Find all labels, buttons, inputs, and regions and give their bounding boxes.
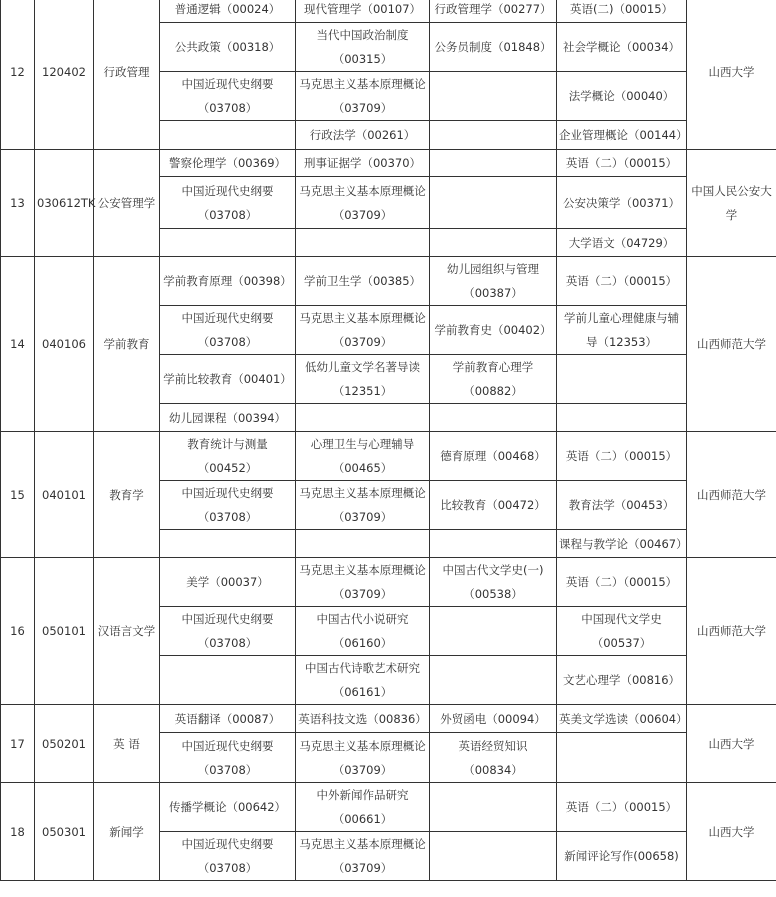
course-cell: 英语（二）（00015）: [557, 783, 687, 832]
course-cell: 学前比较教育（00401）: [160, 355, 296, 404]
major-code: 040101: [35, 432, 94, 558]
course-cell: 中国近现代史纲要（03708）: [160, 481, 296, 530]
major-code: 050201: [35, 705, 94, 783]
school-name: 山西大学: [687, 0, 776, 150]
course-cell: [430, 530, 557, 558]
table-row: [1, 432, 776, 481]
course-cell: [430, 783, 557, 832]
table-row: [1, 558, 776, 607]
major-name: 汉语言文学: [94, 558, 160, 705]
course-cell: 英语科技文选（00836）: [296, 705, 430, 733]
course-cell: 美学（00037）: [160, 558, 296, 607]
course-cell: 文艺心理学（00816）: [557, 656, 687, 705]
course-cell: 低幼儿童文学名著导读（12351）: [296, 355, 430, 404]
course-cell: 德育原理（00468）: [430, 432, 557, 481]
major-code: 050101: [35, 558, 94, 705]
course-cell: 马克思主义基本原理概论（03709）: [296, 72, 430, 121]
course-cell: 英语（二）（00015）: [557, 432, 687, 481]
major-code: 050301: [35, 783, 94, 881]
course-cell: [557, 733, 687, 783]
course-cell: 英语（二）（00015）: [557, 150, 687, 177]
course-cell: 行政法学（00261）: [296, 121, 430, 150]
course-cell: [557, 404, 687, 432]
course-cell: [430, 832, 557, 881]
course-cell: 中国古代文学史(一)（00538）: [430, 558, 557, 607]
course-cell: [430, 150, 557, 177]
course-cell: 中国现代文学史（00537）: [557, 607, 687, 656]
course-cell: 当代中国政治制度（00315）: [296, 23, 430, 72]
course-cell: [430, 177, 557, 229]
course-cell: [296, 229, 430, 257]
course-cell: 学前教育史（00402）: [430, 306, 557, 355]
course-cell: 中国近现代史纲要（03708）: [160, 177, 296, 229]
course-cell: 行政管理学（00277）: [430, 0, 557, 23]
course-cell: 刑事证据学（00370）: [296, 150, 430, 177]
course-cell: 学前教育原理（00398）: [160, 257, 296, 306]
course-cell: 公共政策（00318）: [160, 23, 296, 72]
course-cell: [557, 355, 687, 404]
course-cell: [430, 404, 557, 432]
course-cell: 马克思主义基本原理概论（03709）: [296, 481, 430, 530]
course-cell: [430, 72, 557, 121]
course-cell: 大学语文（04729）: [557, 229, 687, 257]
course-cell: 中国古代诗歌艺术研究（06161）: [296, 656, 430, 705]
row-number: 14: [1, 257, 35, 432]
course-cell: 马克思主义基本原理概论（03709）: [296, 177, 430, 229]
school-name: 山西大学: [687, 783, 776, 881]
course-cell: 教育统计与测量（00452）: [160, 432, 296, 481]
course-cell: [160, 229, 296, 257]
table-row: [1, 257, 776, 306]
course-cell: 中国近现代史纲要（03708）: [160, 733, 296, 783]
major-name: 公安管理学: [94, 150, 160, 257]
school-name: 山西师范大学: [687, 558, 776, 705]
course-cell: 英语翻译（00087）: [160, 705, 296, 733]
course-cell: [430, 229, 557, 257]
course-cell: 英语(二)（00015）: [557, 0, 687, 23]
course-cell: [160, 656, 296, 705]
major-name: 学前教育: [94, 257, 160, 432]
course-cell: 英语经贸知识（00834）: [430, 733, 557, 783]
course-cell: 马克思主义基本原理概论（03709）: [296, 832, 430, 881]
row-number: 18: [1, 783, 35, 881]
course-cell: 比较教育（00472）: [430, 481, 557, 530]
school-name: 山西大学: [687, 705, 776, 783]
major-name: 行政管理: [94, 0, 160, 150]
table-body: [1, 0, 776, 881]
course-cell: 幼儿园课程（00394）: [160, 404, 296, 432]
course-cell: [296, 404, 430, 432]
table-row: [1, 150, 776, 177]
table-row: [1, 783, 776, 832]
course-cell: 教育法学（00453）: [557, 481, 687, 530]
course-cell: 学前教育心理学（00882）: [430, 355, 557, 404]
course-cell: 公务员制度（01848）: [430, 23, 557, 72]
course-cell: 英语（二）（00015）: [557, 257, 687, 306]
course-cell: [430, 607, 557, 656]
course-cell: 中国近现代史纲要（03708）: [160, 607, 296, 656]
major-name: 教育学: [94, 432, 160, 558]
course-cell: 中国近现代史纲要（03708）: [160, 832, 296, 881]
course-cell: 中国古代小说研究（06160）: [296, 607, 430, 656]
course-cell: 中国近现代史纲要（03708）: [160, 306, 296, 355]
course-cell: 普通逻辑（00024）: [160, 0, 296, 23]
row-number: 16: [1, 558, 35, 705]
row-number: 17: [1, 705, 35, 783]
course-cell: 英美文学选读（00604）: [557, 705, 687, 733]
course-cell: 企业管理概论（00144）: [557, 121, 687, 150]
course-cell: 传播学概论（00642）: [160, 783, 296, 832]
school-name: 山西师范大学: [687, 432, 776, 558]
row-number: 13: [1, 150, 35, 257]
course-cell: 课程与教学论（00467）: [557, 530, 687, 558]
row-number: 15: [1, 432, 35, 558]
major-name: 新闻学: [94, 783, 160, 881]
course-cell: 马克思主义基本原理概论（03709）: [296, 558, 430, 607]
major-name: 英 语: [94, 705, 160, 783]
course-cell: 英语（二）（00015）: [557, 558, 687, 607]
major-code: 040106: [35, 257, 94, 432]
course-cell: [160, 121, 296, 150]
course-cell: 警察伦理学（00369）: [160, 150, 296, 177]
course-cell: 中国近现代史纲要（03708）: [160, 72, 296, 121]
major-code: 030612TK: [35, 150, 94, 257]
school-name: 山西师范大学: [687, 257, 776, 432]
major-code: 120402: [35, 0, 94, 150]
course-cell: 中外新闻作品研究（00661）: [296, 783, 430, 832]
course-cell: 马克思主义基本原理概论（03709）: [296, 306, 430, 355]
table-row: [1, 705, 776, 733]
course-cell: [160, 530, 296, 558]
school-name: 中国人民公安大学: [687, 150, 776, 257]
table-row: [1, 0, 776, 23]
course-cell: 幼儿园组织与管理（00387）: [430, 257, 557, 306]
course-cell: 公安决策学（00371）: [557, 177, 687, 229]
course-cell: 学前卫生学（00385）: [296, 257, 430, 306]
course-cell: 外贸函电（00094）: [430, 705, 557, 733]
course-cell: 法学概论（00040）: [557, 72, 687, 121]
course-cell: 心理卫生与心理辅导（00465）: [296, 432, 430, 481]
course-cell: 社会学概论（00034）: [557, 23, 687, 72]
course-cell: 学前儿童心理健康与辅导（12353）: [557, 306, 687, 355]
course-cell: 马克思主义基本原理概论（03709）: [296, 733, 430, 783]
course-cell: 现代管理学（00107）: [296, 0, 430, 23]
course-cell: 新闻评论写作(00658): [557, 832, 687, 881]
course-cell: [296, 530, 430, 558]
course-cell: [430, 121, 557, 150]
course-cell: [430, 656, 557, 705]
row-number: 12: [1, 0, 35, 150]
